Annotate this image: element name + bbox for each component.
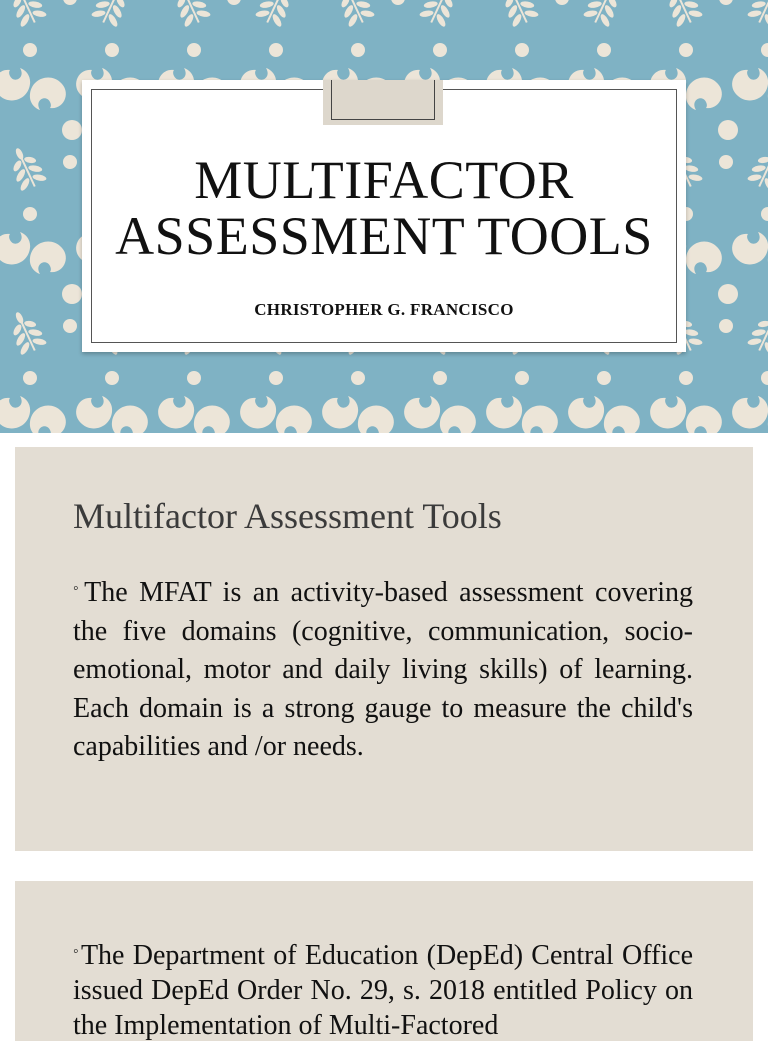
title-card — [82, 80, 686, 352]
title-card-tab — [323, 80, 443, 125]
content-slide-mfat — [15, 447, 753, 851]
bullet-text: The Department of Education (DepEd) Central Office issued DepEd Order No. 29, s. 2018 entitled Policy on the Implementation of Multi-Factored — [73, 940, 693, 1041]
bullet-mark-icon: ◦ — [73, 580, 84, 597]
title-slide — [0, 0, 768, 433]
bullet-mark-icon: ◦ — [73, 943, 80, 960]
author-name: CHRISTOPHER G. FRANCISCO — [254, 300, 514, 319]
bullet-paragraph — [73, 570, 693, 767]
title-line-1: MULTIFACTOR — [194, 150, 574, 210]
slide-heading: Multifactor Assessment Tools — [73, 496, 502, 536]
bullet-text: The MFAT is an activity-based assessment covering the five domains (cognitive, communication, socio-emotional, motor and daily living skills) of learning. Each domain is a strong gauge to measure the child's capabilities and /or needs. — [73, 577, 693, 762]
title-line-2: ASSESSMENT TOOLS — [115, 206, 653, 266]
bullet-paragraph — [73, 934, 693, 1043]
content-slide-deped — [15, 881, 753, 1041]
slide-title — [82, 152, 686, 264]
